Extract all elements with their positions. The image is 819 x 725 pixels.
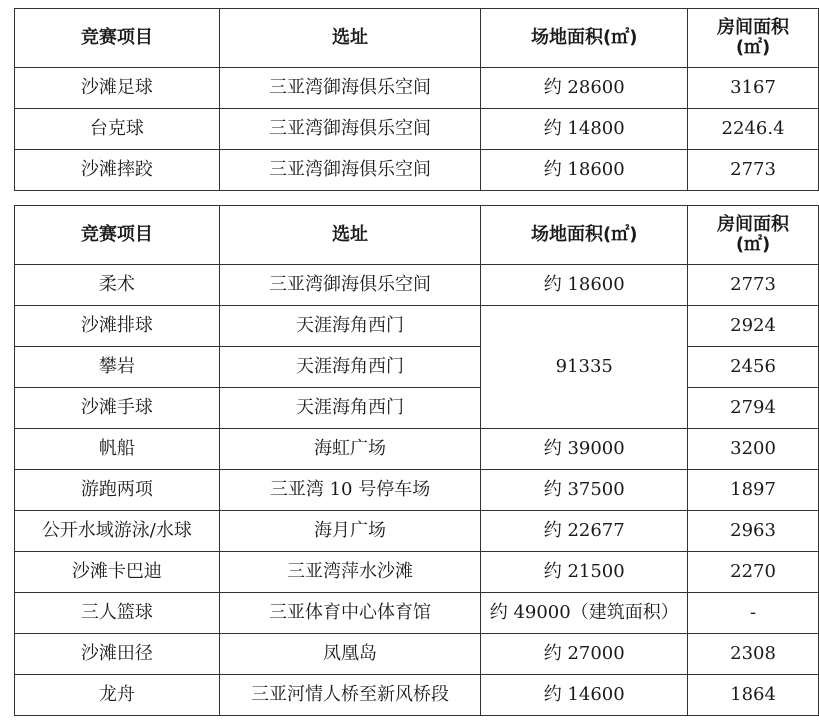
header-venue: 选址 [219,9,481,68]
cell-event: 公开水域游泳/水球 [15,511,220,552]
table-row [15,388,819,429]
header-room-area-line2: (㎡) [735,234,771,255]
cell-site-area: 约 18600 [481,265,688,306]
cell-venue: 三亚湾 10 号停车场 [219,470,481,511]
cell-event: 沙滩田径 [15,634,220,675]
cell-room-area: 2246.4 [688,109,819,150]
cell-venue: 三亚湾御海俱乐空间 [219,68,481,109]
header-event: 竞赛项目 [15,206,220,265]
cell-room-area: 2924 [688,306,819,347]
cell-room-area: 2963 [688,511,819,552]
cell-event: 三人篮球 [15,593,220,634]
cell-event: 柔术 [15,265,220,306]
header-room-area-line1: 房间面积 [717,214,790,235]
cell-venue: 海虹广场 [219,429,481,470]
cell-site-area: 约 22677 [481,511,688,552]
table-row [15,552,819,593]
cell-site-area: 约 37500 [481,470,688,511]
header-site-area: 场地面积(㎡) [481,9,688,68]
cell-room-area: 1897 [688,470,819,511]
table-row [15,593,819,634]
cell-room-area: 2773 [688,150,819,191]
table-header-row [15,206,819,265]
cell-site-area: 约 27000 [481,634,688,675]
header-room-area [688,206,819,265]
cell-room-area: 2270 [688,552,819,593]
table-row [15,265,819,306]
table-row [15,429,819,470]
cell-room-area: 2308 [688,634,819,675]
cell-venue: 天涯海角西门 [219,347,481,388]
cell-event: 游跑两项 [15,470,220,511]
cell-venue: 三亚湾御海俱乐空间 [219,150,481,191]
cell-event: 帆船 [15,429,220,470]
header-room-area-line1: 房间面积 [717,17,790,38]
cell-venue: 三亚体育中心体育馆 [219,593,481,634]
cell-site-area-merged: 91335 [481,306,688,429]
cell-venue: 三亚河情人桥至新风桥段 [219,675,481,716]
table-row [15,150,819,191]
cell-site-area: 约 21500 [481,552,688,593]
cell-event: 台克球 [15,109,220,150]
table-row [15,347,819,388]
table-row [15,109,819,150]
cell-event: 龙舟 [15,675,220,716]
cell-venue: 海月广场 [219,511,481,552]
cell-venue: 凤凰岛 [219,634,481,675]
cell-site-area: 约 28600 [481,68,688,109]
cell-room-area: 3200 [688,429,819,470]
table-row [15,470,819,511]
cell-room-area: 2456 [688,347,819,388]
cell-site-area: 约 49000（建筑面积） [481,593,688,634]
cell-event: 沙滩摔跤 [15,150,220,191]
cell-event: 沙滩足球 [15,68,220,109]
header-venue: 选址 [219,206,481,265]
table-row [15,511,819,552]
cell-site-area: 约 39000 [481,429,688,470]
cell-room-area: 2794 [688,388,819,429]
cell-site-area: 约 14800 [481,109,688,150]
cell-venue: 三亚湾萍水沙滩 [219,552,481,593]
cell-room-area: 1864 [688,675,819,716]
cell-room-area: 2773 [688,265,819,306]
table-header-row [15,9,819,68]
cell-event: 沙滩手球 [15,388,220,429]
header-event: 竞赛项目 [15,9,220,68]
cell-site-area: 约 18600 [481,150,688,191]
cell-venue: 天涯海角西门 [219,306,481,347]
cell-room-area: - [688,593,819,634]
cell-room-area: 3167 [688,68,819,109]
cell-venue: 天涯海角西门 [219,388,481,429]
header-room-area [688,9,819,68]
cell-venue: 三亚湾御海俱乐空间 [219,109,481,150]
header-site-area: 场地面积(㎡) [481,206,688,265]
table-row [15,675,819,716]
table-row [15,306,819,347]
cell-venue: 三亚湾御海俱乐空间 [219,265,481,306]
table-row [15,634,819,675]
venue-table-1 [14,8,819,191]
cell-event: 沙滩卡巴迪 [15,552,220,593]
cell-event: 攀岩 [15,347,220,388]
cell-site-area: 约 14600 [481,675,688,716]
table-row [15,68,819,109]
venue-table-2 [14,205,819,716]
cell-event: 沙滩排球 [15,306,220,347]
header-room-area-line2: (㎡) [735,37,771,58]
